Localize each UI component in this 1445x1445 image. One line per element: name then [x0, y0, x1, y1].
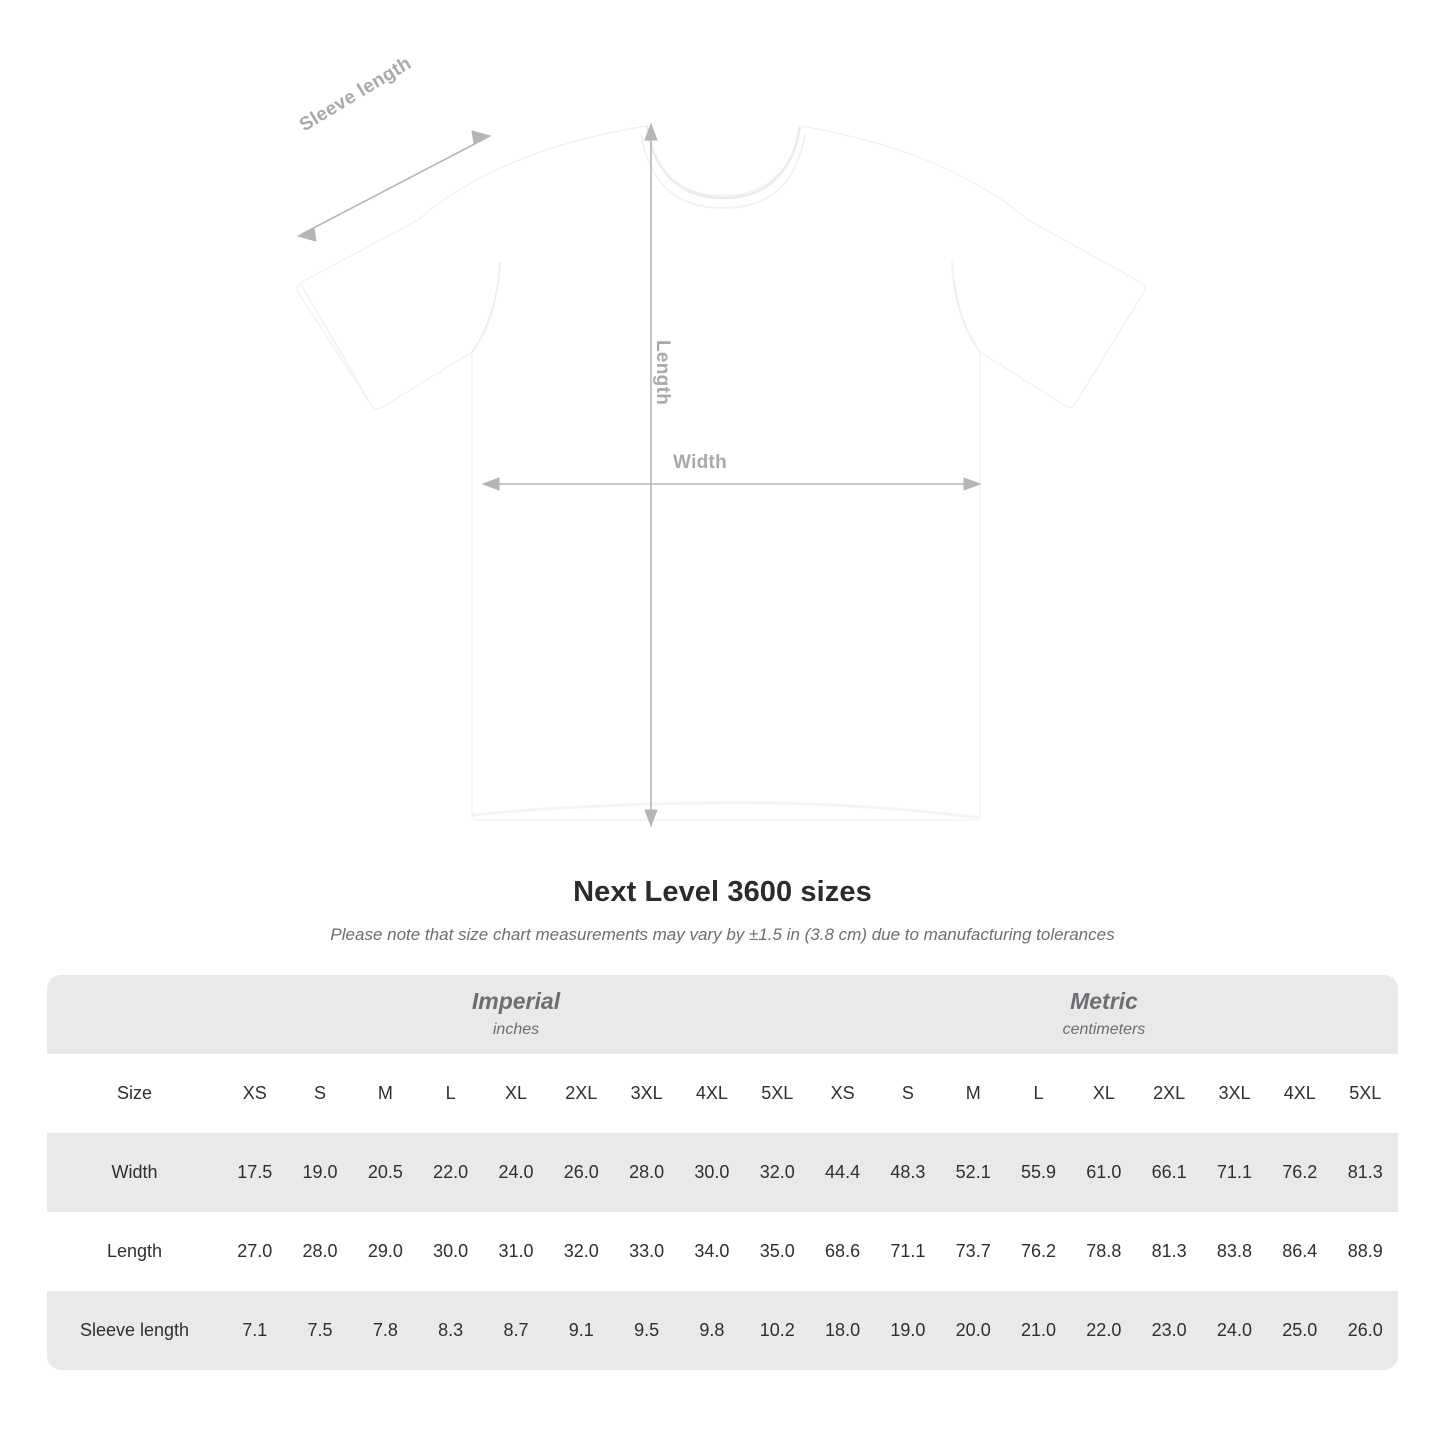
cell-length-metric-5xl: 88.9: [1332, 1212, 1398, 1291]
tolerance-note: Please note that size chart measurements may vary by ±1.5 in (3.8 cm) due to manufacturing tolerances: [330, 925, 1115, 944]
size-col-metric-l: L: [1006, 1054, 1071, 1133]
unit-name-imperial: Imperial: [471, 988, 561, 1015]
cell-length-metric-4xl: 86.4: [1267, 1212, 1332, 1291]
row-label-length: Length: [47, 1212, 222, 1291]
cell-width-imperial-4xl: 30.0: [679, 1133, 744, 1212]
cell-sleeve-metric-5xl: 26.0: [1332, 1291, 1398, 1370]
size-col-imperial-xl: XL: [483, 1054, 548, 1133]
cell-width-metric-xl: 61.0: [1071, 1133, 1136, 1212]
cell-sleeve-metric-2xl: 23.0: [1136, 1291, 1201, 1370]
size-col-imperial-m: M: [353, 1054, 418, 1133]
size-col-imperial-4xl: 4XL: [679, 1054, 744, 1133]
cell-sleeve-imperial-xs: 7.1: [222, 1291, 287, 1370]
cell-sleeve-imperial-m: 7.8: [353, 1291, 418, 1370]
size-col-imperial-s: S: [287, 1054, 352, 1133]
sleeve-length-label: Sleeve length: [296, 52, 416, 137]
cell-width-metric-3xl: 71.1: [1202, 1133, 1267, 1212]
cell-length-metric-m: 73.7: [941, 1212, 1006, 1291]
cell-length-imperial-5xl: 35.0: [745, 1212, 810, 1291]
cell-width-imperial-s: 19.0: [287, 1133, 352, 1212]
table-row-length: [47, 1212, 1398, 1291]
table-row-width: [47, 1133, 1398, 1212]
cell-length-imperial-2xl: 32.0: [549, 1212, 614, 1291]
cell-sleeve-metric-xl: 22.0: [1071, 1291, 1136, 1370]
cell-sleeve-imperial-l: 8.3: [418, 1291, 483, 1370]
cell-length-imperial-m: 29.0: [353, 1212, 418, 1291]
size-col-metric-4xl: 4XL: [1267, 1054, 1332, 1133]
cell-sleeve-metric-4xl: 25.0: [1267, 1291, 1332, 1370]
cell-width-imperial-5xl: 32.0: [745, 1133, 810, 1212]
cell-width-imperial-m: 20.5: [353, 1133, 418, 1212]
cell-length-imperial-xl: 31.0: [483, 1212, 548, 1291]
cell-width-imperial-l: 22.0: [418, 1133, 483, 1212]
cell-length-metric-2xl: 81.3: [1136, 1212, 1201, 1291]
page-title: Next Level 3600 sizes: [573, 876, 872, 908]
cell-sleeve-metric-3xl: 24.0: [1202, 1291, 1267, 1370]
cell-length-imperial-xs: 27.0: [222, 1212, 287, 1291]
cell-width-metric-4xl: 76.2: [1267, 1133, 1332, 1212]
cell-width-metric-m: 52.1: [941, 1133, 1006, 1212]
size-col-metric-xs: XS: [810, 1054, 875, 1133]
unit-header-metric: [810, 975, 1398, 1054]
cell-length-metric-xs: 68.6: [810, 1212, 875, 1291]
width-label: Width: [673, 452, 728, 473]
cell-width-imperial-xl: 24.0: [483, 1133, 548, 1212]
row-label-sleeve-length: Sleeve length: [47, 1291, 222, 1370]
cell-length-imperial-l: 30.0: [418, 1212, 483, 1291]
table-row-sleeve-length: [47, 1291, 1398, 1370]
unit-sub-metric: centimeters: [1062, 1021, 1146, 1039]
unit-header-row: [47, 975, 1398, 1054]
size-col-imperial-5xl: 5XL: [745, 1054, 810, 1133]
cell-length-imperial-s: 28.0: [287, 1212, 352, 1291]
length-label: Length: [652, 340, 673, 406]
size-table: [47, 975, 1398, 1370]
unit-sub-imperial: inches: [492, 1021, 540, 1039]
row-label-width: Width: [47, 1133, 222, 1212]
cell-sleeve-imperial-4xl: 9.8: [679, 1291, 744, 1370]
size-col-metric-2xl: 2XL: [1136, 1054, 1201, 1133]
cell-width-imperial-3xl: 28.0: [614, 1133, 679, 1212]
size-col-imperial-xs: XS: [222, 1054, 287, 1133]
cell-width-metric-l: 55.9: [1006, 1133, 1071, 1212]
cell-length-imperial-4xl: 34.0: [679, 1212, 744, 1291]
row-label-size: Size: [47, 1054, 222, 1133]
cell-length-metric-s: 71.1: [875, 1212, 940, 1291]
unit-header-imperial: [222, 975, 810, 1054]
cell-sleeve-imperial-2xl: 9.1: [549, 1291, 614, 1370]
cell-sleeve-imperial-xl: 8.7: [483, 1291, 548, 1370]
table-row-size: [47, 1054, 1398, 1133]
cell-width-metric-s: 48.3: [875, 1133, 940, 1212]
size-table-wrapper: [47, 975, 1398, 1370]
size-col-metric-xl: XL: [1071, 1054, 1136, 1133]
cell-length-imperial-3xl: 33.0: [614, 1212, 679, 1291]
cell-length-metric-3xl: 83.8: [1202, 1212, 1267, 1291]
cell-sleeve-imperial-s: 7.5: [287, 1291, 352, 1370]
size-col-imperial-2xl: 2XL: [549, 1054, 614, 1133]
size-col-metric-5xl: 5XL: [1332, 1054, 1398, 1133]
cell-length-metric-l: 76.2: [1006, 1212, 1071, 1291]
cell-width-imperial-xs: 17.5: [222, 1133, 287, 1212]
size-col-imperial-l: L: [418, 1054, 483, 1133]
cell-sleeve-metric-xs: 18.0: [810, 1291, 875, 1370]
cell-width-metric-2xl: 66.1: [1136, 1133, 1201, 1212]
cell-sleeve-metric-l: 21.0: [1006, 1291, 1071, 1370]
cell-width-imperial-2xl: 26.0: [549, 1133, 614, 1212]
size-col-imperial-3xl: 3XL: [614, 1054, 679, 1133]
cell-sleeve-imperial-5xl: 10.2: [745, 1291, 810, 1370]
size-col-metric-3xl: 3XL: [1202, 1054, 1267, 1133]
cell-sleeve-metric-s: 19.0: [875, 1291, 940, 1370]
title-block: [0, 876, 1445, 945]
cell-width-metric-xs: 44.4: [810, 1133, 875, 1212]
cell-sleeve-imperial-3xl: 9.5: [614, 1291, 679, 1370]
cell-length-metric-xl: 78.8: [1071, 1212, 1136, 1291]
unit-header-corner: [47, 975, 222, 1054]
size-col-metric-s: S: [875, 1054, 940, 1133]
cell-sleeve-metric-m: 20.0: [941, 1291, 1006, 1370]
size-col-metric-m: M: [941, 1054, 1006, 1133]
unit-name-metric: Metric: [1070, 988, 1138, 1015]
cell-width-metric-5xl: 81.3: [1332, 1133, 1398, 1212]
